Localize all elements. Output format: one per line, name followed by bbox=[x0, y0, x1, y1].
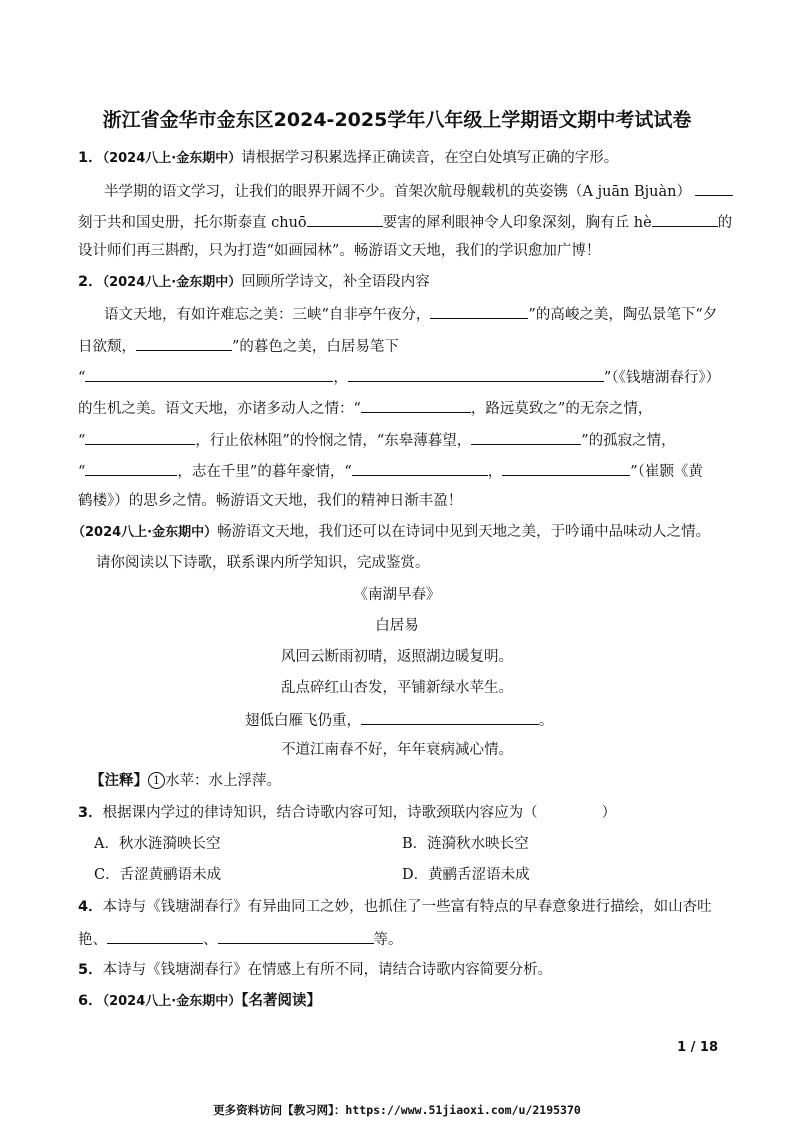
q5-number: 5． bbox=[78, 962, 103, 978]
q2-blank-6[interactable] bbox=[85, 429, 195, 445]
q2-blank-4[interactable] bbox=[348, 366, 604, 382]
poem-author: 白居易 bbox=[375, 618, 419, 634]
q2-blank-3[interactable] bbox=[85, 366, 333, 382]
q2-line-5 bbox=[78, 429, 676, 451]
q3-option-c[interactable]: C．舌涩黄鹂语未成 bbox=[94, 867, 222, 883]
q2-line-7: 鹤楼》）的思乡之情。畅游语文天地，我们的精神日渐丰盈！ bbox=[78, 493, 463, 509]
q2-blank-5[interactable] bbox=[361, 397, 471, 413]
q2-line-1 bbox=[104, 303, 717, 325]
q4-blank-2[interactable] bbox=[218, 928, 374, 944]
q2-text-2a: 日欲颓， bbox=[78, 339, 136, 355]
q2-text-6c: ， bbox=[487, 464, 503, 480]
reading-source: （2024八上·金东期中） bbox=[72, 525, 218, 540]
q3-number: 3． bbox=[78, 805, 103, 821]
reading-instruction: 请你阅读以下诗歌，联系课内所学知识，完成鉴赏。 bbox=[96, 555, 430, 571]
q2-text-1b: ”的高峻之美，陶弘景笔下“夕 bbox=[528, 307, 718, 323]
q1-blank-1[interactable] bbox=[695, 180, 733, 196]
q2-text-4a: 的生机之美。语文天地，亦诸多动人之情：“ bbox=[78, 401, 361, 417]
q4-text-2b: 、 bbox=[203, 932, 218, 948]
q2-text-6d: ”（崔颢《黄 bbox=[630, 464, 703, 480]
q1-prompt: 请根据学习积累选择正确读音，在空白处填写正确的字形。 bbox=[241, 150, 619, 166]
q2-text-6b: ，志在千里”的暮年豪情，“ bbox=[177, 464, 352, 480]
page-number: 1 / 18 bbox=[677, 1040, 718, 1055]
q5-line bbox=[78, 960, 552, 980]
q2-text-6a: “ bbox=[78, 464, 86, 480]
q2-text-3c: ”（《钱塘湖春行》） bbox=[603, 370, 721, 386]
poem-line-3a: 翅低白雁飞仍重， bbox=[245, 713, 361, 729]
q2-text-3b: ， bbox=[333, 370, 348, 386]
q1-text-1: 半学期的语文学习，让我们的眼界开阔不少。首架次航母舰载机的英姿镌（A juān Bjuàn） bbox=[104, 184, 691, 200]
q2-text-5c: ”的孤寂之情， bbox=[581, 433, 676, 449]
q5-text: 本诗与《钱塘湖春行》在情感上有所不同，请结合诗歌内容简要分析。 bbox=[102, 962, 553, 978]
poem-note bbox=[90, 771, 281, 791]
reading-intro bbox=[72, 522, 710, 543]
q4-number: 4． bbox=[78, 899, 103, 915]
q2-prompt: 回顾所学诗文，补全语段内容 bbox=[241, 274, 430, 290]
note-text: 水苹：水上浮萍。 bbox=[165, 773, 281, 789]
note-label: 【注释】 bbox=[90, 773, 148, 789]
q6-source: （2024八上·金东期中） bbox=[102, 994, 242, 1009]
q4-text-2a: 艳、 bbox=[78, 932, 107, 948]
q3-header bbox=[78, 803, 616, 823]
q1-blank-2[interactable] bbox=[307, 211, 383, 227]
q1-line-1 bbox=[104, 180, 733, 202]
note-number-icon: 1 bbox=[148, 772, 165, 789]
q4-text-1: 本诗与《钱塘湖春行》有异曲同工之妙，也抓住了一些富有特点的早春意象进行描绘，如山杏吐 bbox=[102, 899, 712, 915]
q2-source: （2024八上·金东期中） bbox=[102, 275, 242, 290]
q3-option-d[interactable]: D．黄鹂舌涩语未成 bbox=[402, 867, 530, 883]
page-title: 浙江省金华市金东区2024-2025学年八年级上学期语文期中考试试卷 bbox=[102, 109, 692, 131]
q1-line-3: 设计师们再三斟酌，只为打造“如画园林”。畅游语文天地，我们的学识愈加广博！ bbox=[78, 243, 601, 259]
footer-link[interactable]: 更多资料访问【教习网】：https://www.51jiaoxi.com/u/2195370 bbox=[213, 1103, 581, 1117]
q3-paren-close: ） bbox=[601, 805, 617, 821]
q2-text-1a: 语文天地，有如许难忘之美：三峡“自非亭午夜分， bbox=[104, 307, 431, 323]
q2-line-2 bbox=[78, 335, 399, 357]
q1-line-2 bbox=[78, 211, 732, 233]
q4-line-1 bbox=[78, 897, 712, 917]
q6-text: 【名著阅读】 bbox=[241, 993, 321, 1009]
poem-line-2: 乱点碎红山杏发，平铺新绿水苹生。 bbox=[281, 680, 513, 696]
q2-blank-7[interactable] bbox=[471, 429, 581, 445]
q2-header bbox=[78, 272, 430, 293]
q2-blank-10[interactable] bbox=[502, 460, 630, 476]
q4-blank-1[interactable] bbox=[107, 928, 203, 944]
q1-text-2a: 刻于共和国史册，托尔斯泰直 chuō bbox=[78, 215, 307, 231]
poem-line-3b: 。 bbox=[539, 713, 554, 729]
q4-text-2c: 等。 bbox=[373, 932, 403, 948]
q3-option-a[interactable]: A．秋水涟漪映长空 bbox=[94, 836, 221, 852]
q6-number: 6． bbox=[78, 993, 103, 1009]
q2-number: 2． bbox=[78, 274, 103, 290]
q2-text-5a: “ bbox=[78, 433, 86, 449]
q2-text-3a: “ bbox=[78, 370, 86, 386]
q2-blank-8[interactable] bbox=[85, 460, 177, 476]
q2-text-2b: ”的暮色之美，白居易笔下 bbox=[232, 339, 399, 355]
q4-line-2 bbox=[78, 928, 403, 950]
q1-text-2b: 要害的犀利眼神令人印象深刻，胸有丘 hè bbox=[382, 215, 652, 231]
q1-header bbox=[78, 148, 618, 169]
poem-line-4: 不道江南春不好，年年衰病减心情。 bbox=[281, 742, 513, 758]
q1-text-2c: 的 bbox=[717, 215, 733, 231]
reading-intro-text: 畅游语文天地，我们还可以在诗词中见到天地之美，于吟诵中品味动人之情。 bbox=[217, 524, 711, 540]
q1-blank-3[interactable] bbox=[652, 211, 718, 227]
poem-title: 《南湖早春》 bbox=[353, 587, 441, 603]
q2-text-5b: ，行止依林阻”的怜悯之情，“东皋薄暮望， bbox=[195, 433, 472, 449]
poem-line-3 bbox=[245, 709, 554, 731]
q3-option-b[interactable]: B．涟漪秋水映长空 bbox=[402, 836, 529, 852]
q2-blank-1[interactable] bbox=[430, 303, 528, 319]
q2-line-6 bbox=[78, 460, 703, 482]
poem-line-1: 风回云断雨初晴，返照湖边暖复明。 bbox=[281, 649, 513, 665]
q6-line bbox=[78, 991, 321, 1012]
q1-source: （2024八上·金东期中） bbox=[102, 151, 242, 166]
q2-blank-9[interactable] bbox=[352, 460, 488, 476]
q2-line-4 bbox=[78, 397, 652, 419]
poem-blank[interactable] bbox=[361, 709, 539, 725]
q2-text-4b: ，路远莫致之”的无奈之情， bbox=[470, 401, 653, 417]
q2-line-3 bbox=[78, 366, 720, 388]
q2-blank-2[interactable] bbox=[136, 335, 232, 351]
q1-number: 1． bbox=[78, 150, 103, 166]
q3-prompt: 根据课内学过的律诗知识，结合诗歌内容可知，诗歌颈联内容应为（ bbox=[102, 805, 538, 821]
